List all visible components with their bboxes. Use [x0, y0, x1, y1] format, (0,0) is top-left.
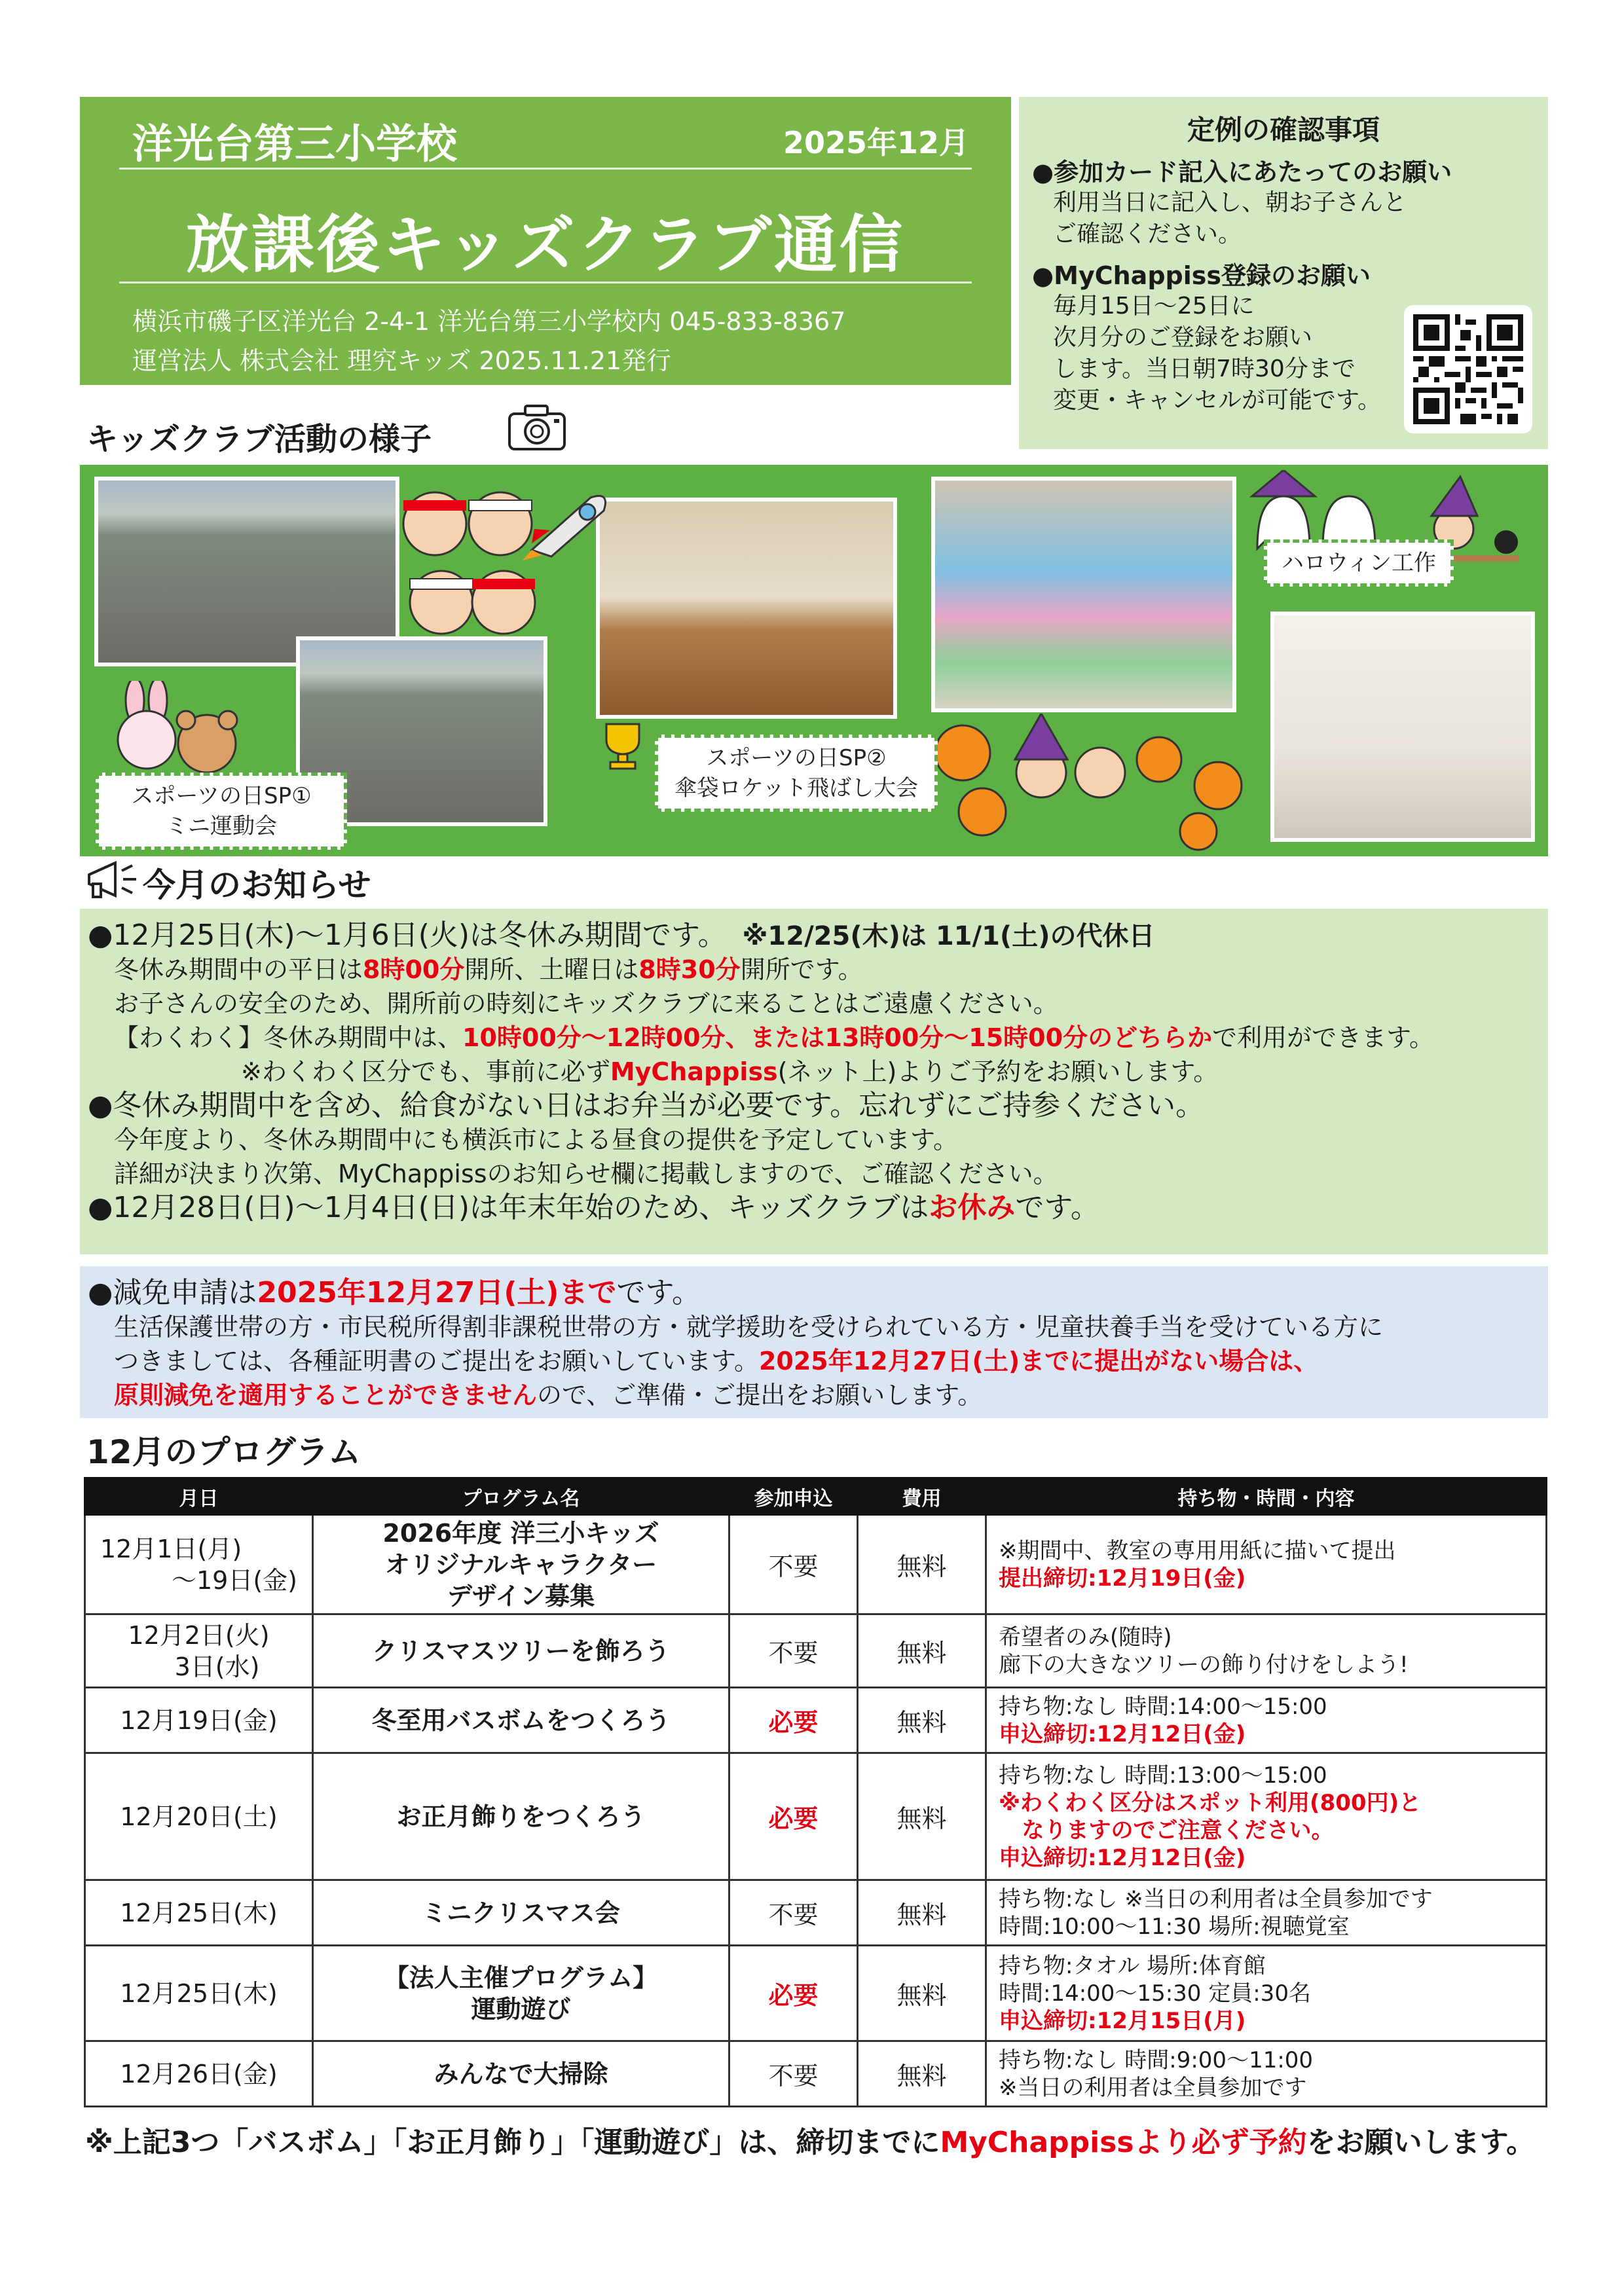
qr-code[interactable]	[1404, 305, 1532, 433]
halloween-kids-pumpkins-illustration	[923, 714, 1264, 851]
program-name: みんなで大掃除	[313, 2041, 729, 2107]
program-date: 12月2日(火) 3日(水)	[85, 1614, 313, 1688]
table-row	[85, 2041, 1547, 2107]
program-name: 【法人主催プログラム】 運動遊び	[313, 1946, 729, 2041]
program-apply: 必要	[729, 1688, 858, 1753]
program-fee: 無料	[858, 1614, 986, 1688]
activity-section-title: キッズクラブ活動の様子	[86, 421, 432, 458]
program-fee: 無料	[858, 1688, 986, 1753]
rules-text: ご確認ください。	[1053, 221, 1242, 247]
photo-witch-broom-craft	[1270, 611, 1535, 842]
program-fee: 無料	[858, 1753, 986, 1880]
program-name: 冬至用バスボムをつくろう	[313, 1688, 729, 1753]
caption-line: スポーツの日SP②	[706, 745, 887, 771]
header-divider	[119, 168, 972, 170]
caption-line: スポーツの日SP①	[131, 783, 312, 809]
program-details: 持ち物:タオル 場所:体育館 時間:14:00～15:30 定員:30名 申込締切:12月15日(月)	[986, 1946, 1547, 2041]
program-details: 希望者のみ(随時) 廊下の大きなツリーの飾り付けをしよう!	[986, 1614, 1547, 1688]
megaphone-icon	[84, 858, 139, 901]
program-date: 12月26日(金)	[85, 2041, 313, 2107]
exemption-text: 生活保護世帯の方・市民税所得割非課税世帯の方・就学援助を受けられている方・児童扶養手当を受けている方に	[114, 1313, 1384, 1341]
notice-reservation: ※わくわく区分でも、事前に必ずMyChappiss(ネット上)よりご予約をお願いします。	[241, 1057, 1219, 1086]
rules-text: 次月分のご登録をお願い	[1053, 324, 1313, 351]
rules-text: 変更・キャンセルが可能です。	[1053, 387, 1382, 414]
program-fee: 無料	[858, 1880, 986, 1946]
rules-text: します。当日朝7時30分まで	[1053, 355, 1356, 382]
column-header: 持ち物・時間・内容	[986, 1478, 1547, 1515]
activity-photo-collage	[80, 465, 1548, 856]
rocket-icon	[519, 484, 617, 563]
table-row	[85, 1688, 1547, 1753]
issue-month: 2025年12月	[783, 125, 969, 160]
program-apply: 不要	[729, 1515, 858, 1614]
publisher-line: 運営法人 株式会社 理究キッズ 2025.11.21発行	[132, 346, 672, 375]
column-header: プログラム名	[313, 1478, 729, 1515]
table-row	[85, 1946, 1547, 2041]
program-details: ※期間中、教室の専用用紙に描いて提出 提出締切:12月19日(金)	[986, 1515, 1547, 1614]
rules-item-title: ●MyChappiss登録のお願い	[1032, 261, 1371, 290]
table-row	[85, 1515, 1547, 1614]
notice-year-end-closure: ●12月28日(日)～1月4日(日)は年末年始のため、キッズクラブはお休みです。	[88, 1191, 1099, 1224]
photo-gym-rocket-contest	[596, 498, 897, 719]
exemption-deadline: ●減免申請は2025年12月27日(土)までです。	[88, 1276, 701, 1309]
rules-box	[1019, 97, 1548, 449]
program-date: 12月20日(土)	[85, 1753, 313, 1880]
program-fee: 無料	[858, 2041, 986, 2107]
program-name: クリスマスツリーを飾ろう	[313, 1614, 729, 1688]
program-date: 12月25日(木)	[85, 1880, 313, 1946]
program-apply: 不要	[729, 1880, 858, 1946]
camera-icon	[506, 401, 568, 453]
caption-line: 傘袋ロケット飛ばし大会	[674, 775, 919, 801]
notice-lunch: ●冬休み期間中を含め、給食がない日はお弁当が必要です。忘れずにご持参ください。	[88, 1089, 1205, 1122]
program-details: 持ち物:なし 時間:13:00～15:00 ※わくわく区分はスポット利用(800円)と なりますのでご注意ください。 申込締切:12月12日(金)	[986, 1753, 1547, 1880]
exemption-text: つきましては、各種証明書のご提出をお願いしています。2025年12月27日(土)までに提出がない場合は、	[114, 1347, 1319, 1376]
photo-halloween-craft	[931, 477, 1236, 712]
program-footnote: ※上記3つ「バスボム」「お正月飾り」「運動遊び」は、締切までにMyChappissより必ず予約をお願いします。	[85, 2126, 1536, 2159]
notice-arrival-time: お子さんの安全のため、開所前の時刻にキッズクラブに来ることはご遠慮ください。	[114, 989, 1058, 1018]
table-row	[85, 1614, 1547, 1688]
table-row	[85, 1880, 1547, 1946]
column-header: 月日	[85, 1478, 313, 1515]
header-divider	[119, 282, 972, 283]
rules-text: 毎月15日～25日に	[1053, 293, 1255, 319]
caption-sports-day-2	[655, 735, 938, 812]
table-row	[85, 1753, 1547, 1880]
program-table	[84, 1477, 1547, 2107]
newsletter-header	[80, 97, 1011, 385]
table-header-row	[85, 1478, 1547, 1515]
caption-line: ハロウィン工作	[1282, 550, 1436, 576]
notices-box	[80, 909, 1548, 1254]
caption-halloween	[1264, 539, 1454, 587]
address-line: 横浜市磯子区洋光台 2-4-1 洋光台第三小学校内 045-833-8367	[132, 307, 846, 336]
rules-title: 定例の確認事項	[1187, 114, 1380, 146]
notice-lunch-detail: 今年度より、冬休み期間中にも横浜市による昼食の提供を予定しています。	[114, 1125, 958, 1154]
notices-section-title: 今月のお知らせ	[143, 866, 371, 904]
program-details: 持ち物:なし ※当日の利用者は全員参加です 時間:10:00～11:30 場所:視聴覚室	[986, 1880, 1547, 1946]
notice-opening-hours: 冬休み期間中の平日は8時00分開所、土曜日は8時30分開所です。	[114, 955, 863, 984]
column-header: 費用	[858, 1478, 986, 1515]
exemption-text: 原則減免を適用することができませんので、ご準備・ご提出をお願いします。	[114, 1381, 983, 1410]
program-fee: 無料	[858, 1946, 986, 2041]
trophy-icon	[593, 720, 652, 773]
notice-wakuwaku-hours: 【わくわく】冬休み期間中は、10時00分～12時00分、または13時00分～15時00分のどちらかで利用ができます。	[114, 1023, 1435, 1052]
notice-winter-break: ●12月25日(木)～1月6日(火)は冬休み期間です。 ※12/25(木)は 11/1(土)の代休日	[88, 919, 1155, 952]
program-apply: 不要	[729, 1614, 858, 1688]
rules-item-title: ●参加カード記入にあたってのお願い	[1032, 158, 1452, 187]
caption-line: ミニ運動会	[166, 813, 277, 839]
program-section-title: 12月のプログラム	[86, 1433, 361, 1471]
program-name: お正月飾りをつくろう	[313, 1753, 729, 1880]
caption-sports-day-1	[96, 773, 347, 850]
program-details: 持ち物:なし 時間:14:00～15:00 申込締切:12月12日(金)	[986, 1688, 1547, 1753]
program-apply: 必要	[729, 1946, 858, 2041]
program-apply: 不要	[729, 2041, 858, 2107]
program-name: 2026年度 洋三小キッズ オリジナルキャラクター デザイン募集	[313, 1515, 729, 1614]
notice-lunch-detail: 詳細が決まり次第、MyChappissのお知らせ欄に掲載しますので、ご確認ください。	[114, 1159, 1058, 1188]
column-header: 参加申込	[729, 1478, 858, 1515]
rules-text: 利用当日に記入し、朝お子さんと	[1053, 189, 1407, 216]
school-name: 洋光台第三小学校	[132, 120, 458, 168]
exemption-box	[80, 1266, 1548, 1418]
program-name: ミニクリスマス会	[313, 1880, 729, 1946]
page-title: 放課後キッズクラブ通信	[185, 208, 906, 282]
program-date: 12月1日(月) ～19日(金)	[85, 1515, 313, 1614]
program-fee: 無料	[858, 1515, 986, 1614]
program-date: 12月25日(木)	[85, 1946, 313, 2041]
program-date: 12月19日(金)	[85, 1688, 313, 1753]
program-details: 持ち物:なし 時間:9:00～11:00 ※当日の利用者は全員参加です	[986, 2041, 1547, 2107]
program-apply: 必要	[729, 1753, 858, 1880]
